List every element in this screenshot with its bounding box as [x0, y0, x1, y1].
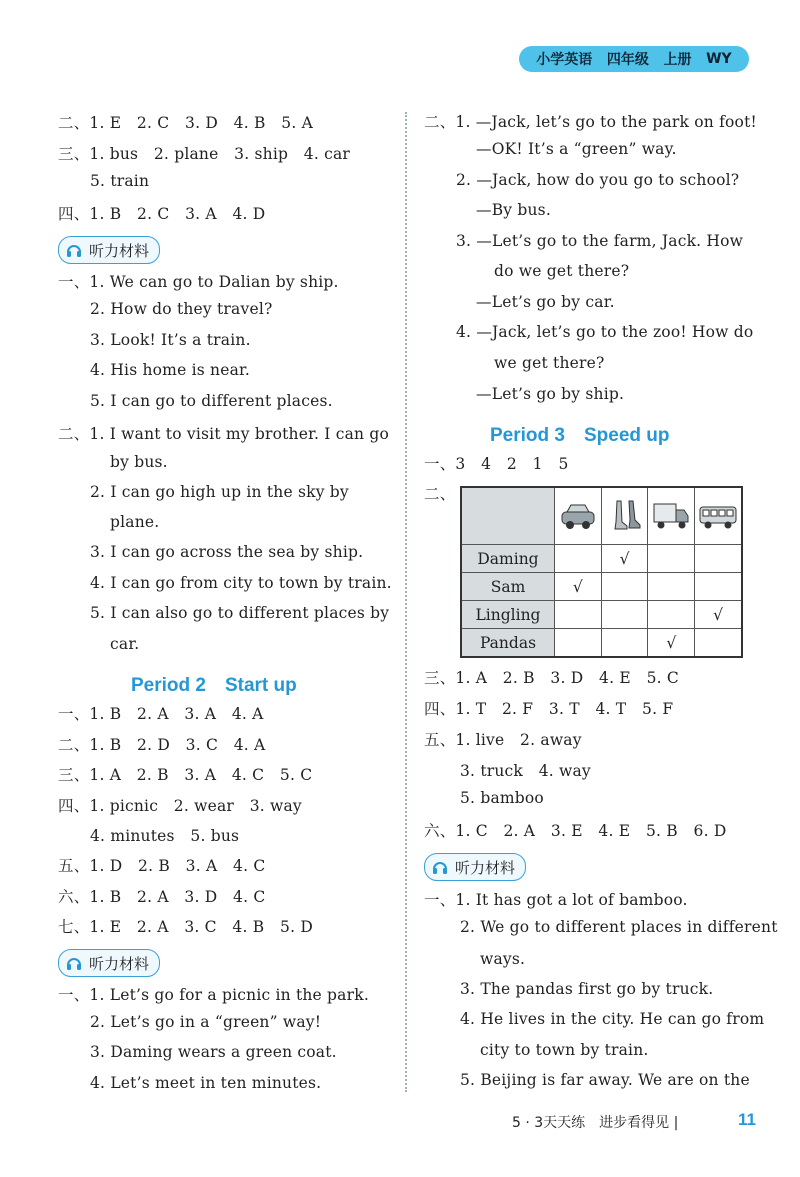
answer-line: 二、1. —Jack, let’s go to the park on foot!	[424, 113, 757, 131]
answer-line: 二、1. B 2. D 3. C 4. A	[58, 736, 266, 754]
answer-line: city to town by train.	[480, 1041, 649, 1059]
check-cell: √	[555, 573, 602, 601]
answer-line: 一、1. B 2. A 3. A 4. A	[58, 705, 264, 723]
answer-line: 五、1. live 2. away	[424, 731, 582, 749]
empty-cell	[695, 629, 742, 658]
empty-cell	[648, 601, 695, 629]
answer-line: 三、1. A 2. B 3. D 4. E 5. C	[424, 669, 679, 687]
answer-line: 5. train	[90, 172, 150, 190]
answer-line: do we get there?	[494, 262, 630, 280]
answer-line: 5. I can also go to different places by	[90, 604, 390, 622]
empty-cell	[695, 545, 742, 573]
headphones-icon	[65, 241, 83, 259]
answer-line: 一、1. Let’s go for a picnic in the park.	[58, 986, 369, 1004]
answer-line: 2. We go to different places in different	[460, 918, 778, 936]
header-subject: 小学英语	[536, 52, 593, 68]
answer-line: 三、1. A 2. B 3. A 4. C 5. C	[58, 766, 313, 784]
car-icon	[555, 487, 602, 545]
answer-line: 3. Look! It’s a train.	[90, 331, 251, 349]
row-name-cell: Lingling	[461, 601, 555, 629]
table-row	[461, 629, 742, 658]
row-name-cell: Daming	[461, 545, 555, 573]
walking-feet-icon	[601, 487, 648, 545]
answer-line: —Let’s go by car.	[476, 293, 615, 311]
empty-cell	[601, 573, 648, 601]
answer-line: 3. —Let’s go to the farm, Jack. How	[456, 232, 744, 250]
answer-line: 七、1. E 2. A 3. C 4. B 5. D	[58, 918, 313, 936]
footer-brand: 5 · 3天天练 进步看得见 |	[512, 1115, 679, 1131]
answer-line: 六、1. C 2. A 3. E 4. E 5. B 6. D	[424, 822, 727, 840]
listening-tag-label: 听力材料	[455, 858, 516, 877]
header-grade: 四年级	[606, 52, 649, 68]
answer-line: 4. He lives in the city. He can go from	[460, 1010, 765, 1028]
answer-line: 六、1. B 2. A 3. D 4. C	[58, 888, 266, 906]
answer-line: 五、1. D 2. B 3. A 4. C	[58, 857, 266, 875]
answer-line: 3. Daming wears a green coat.	[90, 1043, 337, 1061]
empty-cell	[648, 573, 695, 601]
answer-line: 二、1. E 2. C 3. D 4. B 5. A	[58, 114, 313, 132]
empty-cell	[695, 573, 742, 601]
answer-line: 三、1. bus 2. plane 3. ship 4. car	[58, 145, 351, 163]
answer-line: 一、1. We can go to Dalian by ship.	[58, 273, 339, 291]
listening-tag-label: 听力材料	[89, 241, 150, 260]
answer-line: 4. —Jack, let’s go to the zoo! How do	[456, 323, 754, 341]
period-heading: Period 3 Speed up	[490, 425, 670, 446]
answer-line: 四、1. T 2. F 3. T 4. T 5. F	[424, 700, 674, 718]
listening-tag-label: 听力材料	[89, 954, 150, 973]
transport-table	[460, 486, 743, 658]
answer-line: —By bus.	[476, 201, 551, 219]
answer-line: 5. Beijing is far away. We are on the	[460, 1071, 750, 1089]
answer-line: 3. I can go across the sea by ship.	[90, 543, 364, 561]
headphones-icon	[65, 954, 83, 972]
answer-line: 一、1. It has got a lot of bamboo.	[424, 891, 688, 909]
check-cell: √	[695, 601, 742, 629]
answer-line: 二、1. I want to visit my brother. I can go	[58, 425, 390, 443]
period-heading: Period 2 Start up	[131, 675, 297, 696]
answer-line: 2. I can go high up in the sky by	[90, 483, 349, 501]
answer-line: 二、	[424, 485, 456, 503]
answer-line: 2. Let’s go in a “green” way!	[90, 1013, 322, 1031]
table-row	[461, 601, 742, 629]
answer-line: —Let’s go by ship.	[476, 385, 625, 403]
answer-line: 四、1. picnic 2. wear 3. way	[58, 797, 302, 815]
answer-line: car.	[110, 635, 140, 653]
answer-line: 2. —Jack, how do you go to school?	[456, 171, 740, 189]
column-divider	[405, 112, 407, 1092]
headphones-icon	[431, 858, 449, 876]
empty-cell	[601, 601, 648, 629]
header-badge	[519, 46, 749, 72]
table-row	[461, 545, 742, 573]
table-corner-cell	[461, 487, 555, 545]
check-cell: √	[601, 545, 648, 573]
answer-line: 2. How do they travel?	[90, 300, 273, 318]
answer-line: 一、3 4 2 1 5	[424, 455, 569, 473]
answer-line: 四、1. B 2. C 3. A 4. D	[58, 205, 266, 223]
answer-line: 4. minutes 5. bus	[90, 827, 240, 845]
answer-line: 4. Let’s meet in ten minutes.	[90, 1074, 322, 1092]
empty-cell	[555, 629, 602, 658]
listening-material-tag	[424, 853, 526, 881]
row-name-cell: Sam	[461, 573, 555, 601]
answer-line: we get there?	[494, 354, 605, 372]
answer-line: ways.	[480, 950, 526, 968]
listening-material-tag	[58, 236, 160, 264]
check-cell: √	[648, 629, 695, 658]
bus-icon	[695, 487, 742, 545]
table-row	[461, 573, 742, 601]
truck-icon	[648, 487, 695, 545]
listening-material-tag	[58, 949, 160, 977]
answer-line: 3. The pandas first go by truck.	[460, 980, 714, 998]
header-volume: 上册	[663, 52, 692, 68]
answer-line: 4. I can go from city to town by train.	[90, 574, 392, 592]
empty-cell	[601, 629, 648, 658]
empty-cell	[648, 545, 695, 573]
answer-line: plane.	[110, 513, 160, 531]
answer-line: 4. His home is near.	[90, 361, 251, 379]
empty-cell	[555, 601, 602, 629]
answer-line: 5. I can go to different places.	[90, 392, 333, 410]
answer-line: by bus.	[110, 453, 168, 471]
empty-cell	[555, 545, 602, 573]
answer-line: 3. truck 4. way	[460, 762, 591, 780]
page-number: 11	[738, 1110, 756, 1129]
table-header-row	[461, 487, 742, 545]
row-name-cell: Pandas	[461, 629, 555, 658]
answer-line: —OK! It’s a “green” way.	[476, 140, 677, 158]
header-edition: WY	[706, 51, 732, 67]
answer-line: 5. bamboo	[460, 789, 544, 807]
